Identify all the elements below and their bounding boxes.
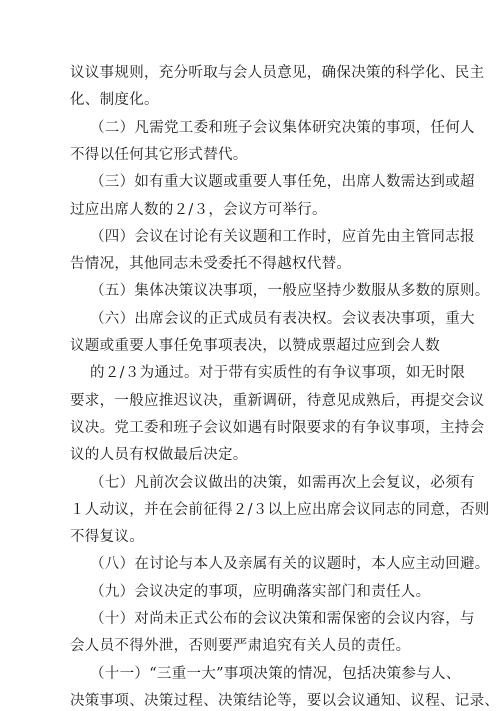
section-10-heading: （十）对尚未正式公布的会议决策和需保密的会议内容，与 (90, 611, 475, 627)
text-line: 会人员不得外泄，否则要严肃追究有关人员的责任。 (70, 638, 411, 654)
section-6-heading: （六）出席会议的正式成员有表决权。会议表决事项，重大 (90, 311, 475, 327)
section-11-heading: （十一）“三重一大”事项决策的情况，包括决策参与人、 (90, 666, 461, 682)
section-2-heading: （二）凡需党工委和班子会议集体研究决策的事项，任何人 (90, 120, 475, 136)
section-8-heading: （八）在讨论与本人及亲属有关的议题时，本人应主动回避。 (90, 556, 490, 572)
text-line: 告情况，其他同志未受委托不得越权代替。 (70, 256, 352, 272)
text-line: １人动议，并在会前征得２/３以上应出席会议同志的同意，否则 (70, 502, 490, 518)
section-7-heading: （七）凡前次会议做出的决策，如需再次上会复议，必须有 (90, 475, 475, 491)
text-line: 要求，一般应推迟议决，重新调研，待意见成熟后，再提交会议 (70, 393, 485, 409)
section-3-heading: （三）如有重大议题或重要人事任免，出席人数需达到或超 (90, 174, 475, 190)
section-9-heading: （九）会议决定的事项，应明确落实部门和责任人。 (90, 584, 431, 600)
text-line: 不得复议。 (70, 529, 144, 545)
text-line: 不得以任何其它形式替代。 (70, 147, 248, 163)
section-5-heading: （五）集体决策议决事项，一般应坚持少数服从多数的原则。 (90, 283, 490, 299)
text-line: 议议事规则，充分听取与会人员意见，确保决策的科学化、民主 (70, 65, 485, 81)
text-line: 的２/３为通过。对于带有实质性的有争议事项，如无时限 (90, 365, 466, 381)
text-line: 过应出席人数的２/３，会议方可举行。 (70, 202, 327, 218)
text-line: 议决。党工委和班子会议如遇有时限要求的有争议事项，主持会 (70, 420, 485, 436)
text-line: 议的人员有权做最后决定。 (70, 447, 248, 463)
text-line: 议题或重要人事任免事项表决，以赞成票超过应到会人数 (70, 338, 440, 354)
section-4-heading: （四）会议在讨论有关议题和工作时，应首先由主管同志报 (90, 229, 475, 245)
text-line: 化、制度化。 (70, 92, 159, 108)
text-line: 决策事项、决策过程、决策结论等，要以会议通知、议程、记录、 (70, 693, 500, 709)
